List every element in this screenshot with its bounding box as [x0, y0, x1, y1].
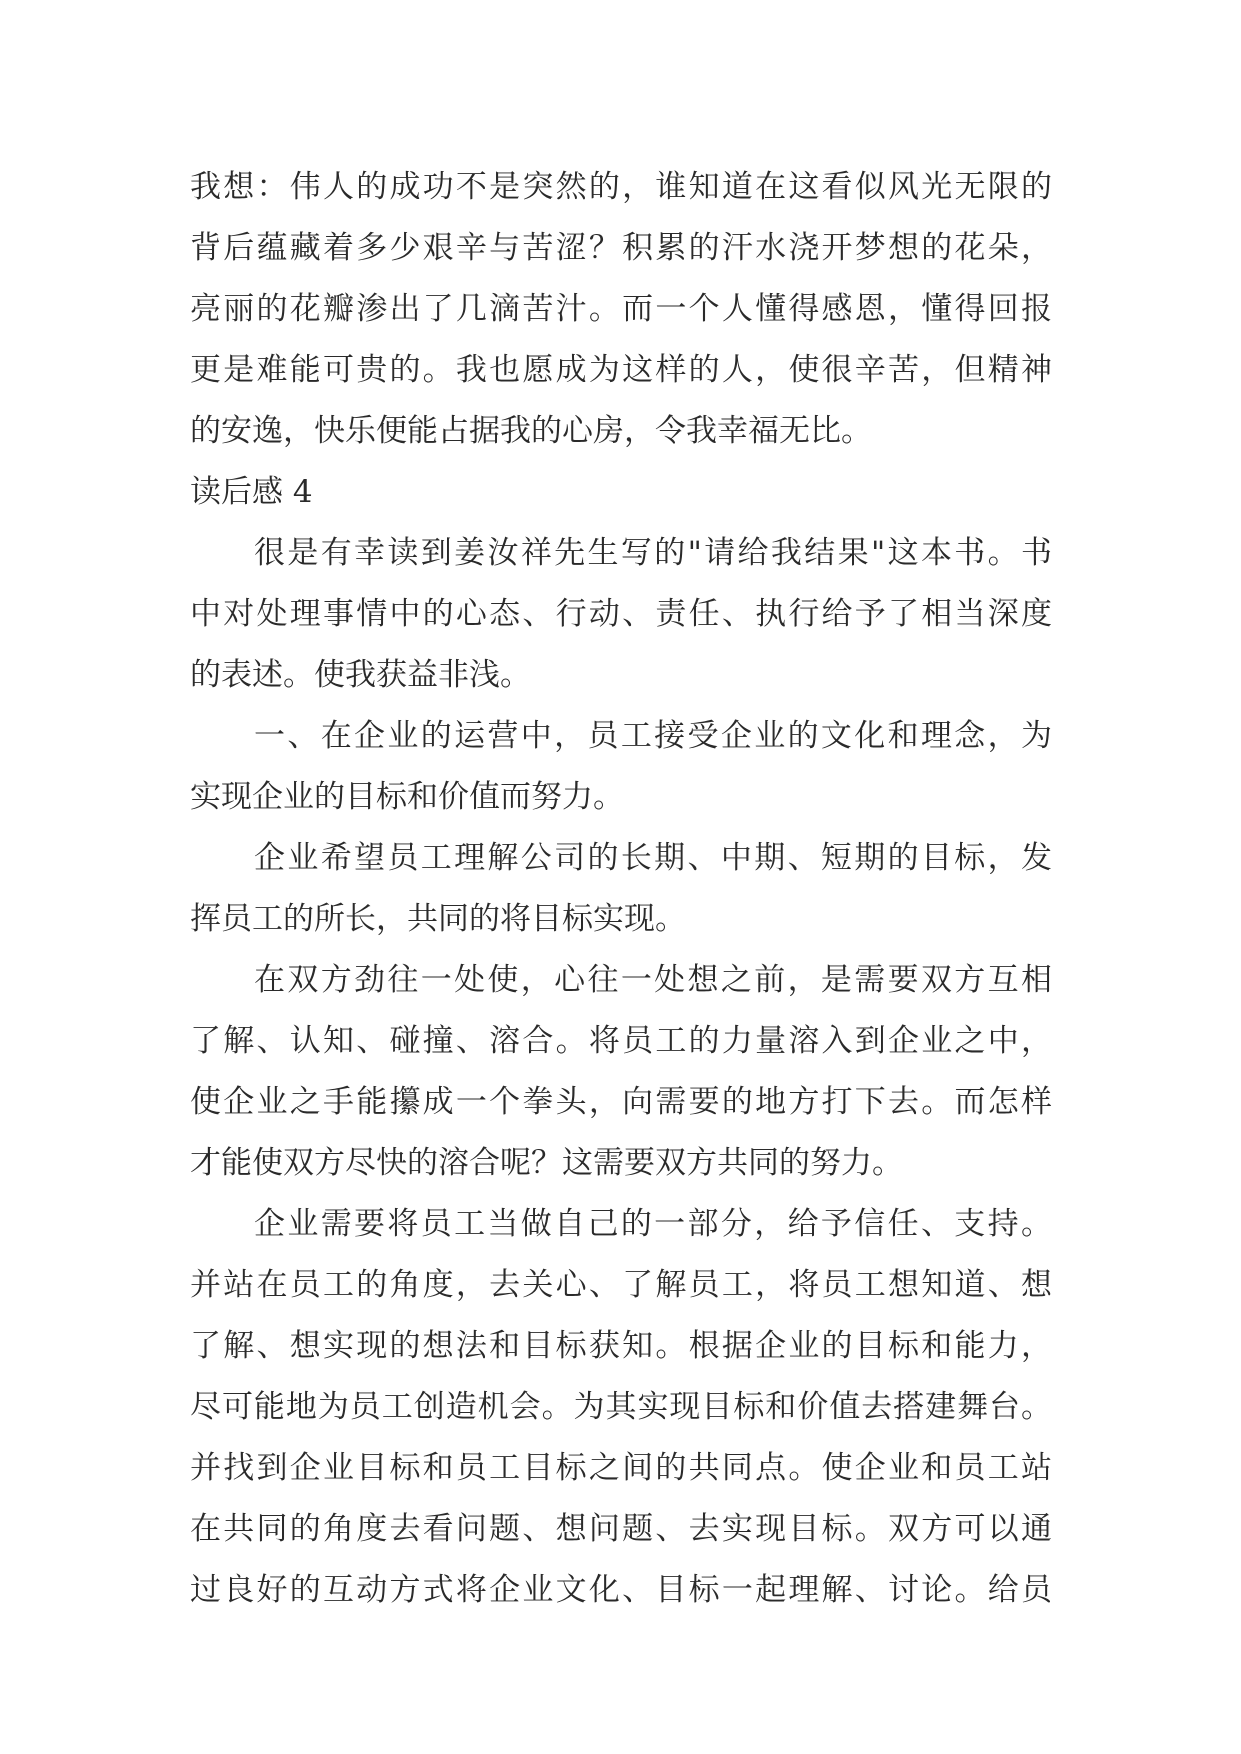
text-line: 并找到企业目标和员工目标之间的共同点。使企业和员工站	[190, 1450, 1052, 1486]
text-line: 中对处理事情中的心态、行动、责任、执行给予了相当深度	[190, 596, 1052, 632]
paragraph-first-line: 一、在企业的运营中，员工接受企业的文化和理念，为	[254, 718, 1052, 754]
text-line: 使企业之手能攥成一个拳头，向需要的地方打下去。而怎样	[190, 1084, 1052, 1120]
text-line: 我想：伟人的成功不是突然的，谁知道在这看似风光无限的	[190, 169, 1052, 205]
paragraph-first-line: 很是有幸读到姜汝祥先生写的"请给我结果"这本书。书	[254, 535, 1052, 571]
paragraph-first-line: 企业需要将员工当做自己的一部分，给予信任、支持。	[254, 1206, 1052, 1242]
text-line: 过良好的互动方式将企业文化、目标一起理解、讨论。给员	[190, 1572, 1052, 1608]
text-line: 更是难能可贵的。我也愿成为这样的人，使很辛苦，但精神	[190, 352, 1052, 388]
text-line: 并站在员工的角度，去关心、了解员工，将员工想知道、想	[190, 1267, 1052, 1303]
text-line: 背后蕴藏着多少艰辛与苦涩？积累的汗水浇开梦想的花朵，	[190, 230, 1052, 266]
text-line: 的安逸，快乐便能占据我的心房，令我幸福无比。	[190, 413, 872, 449]
paragraph-first-line: 在双方劲往一处使，心往一处想之前，是需要双方互相	[254, 962, 1052, 998]
text-line: 才能使双方尽快的溶合呢？这需要双方共同的努力。	[190, 1145, 903, 1181]
text-line: 挥员工的所长，共同的将目标实现。	[190, 901, 686, 937]
section-heading: 读后感 4	[190, 474, 313, 510]
text-line: 在共同的角度去看问题、想问题、去实现目标。双方可以通	[190, 1511, 1052, 1547]
text-line: 了解、认知、碰撞、溶合。将员工的力量溶入到企业之中，	[190, 1023, 1052, 1059]
text-line: 实现企业的目标和价值而努力。	[190, 779, 624, 815]
text-line: 的表述。使我获益非浅。	[190, 657, 531, 693]
text-line: 了解、想实现的想法和目标获知。根据企业的目标和能力，	[190, 1328, 1052, 1364]
paragraph-first-line: 企业希望员工理解公司的长期、中期、短期的目标，发	[254, 840, 1052, 876]
text-line: 亮丽的花瓣渗出了几滴苦汁。而一个人懂得感恩，懂得回报	[190, 291, 1052, 327]
document-body	[190, 157, 1052, 1621]
text-line: 尽可能地为员工创造机会。为其实现目标和价值去搭建舞台。	[190, 1389, 1052, 1425]
